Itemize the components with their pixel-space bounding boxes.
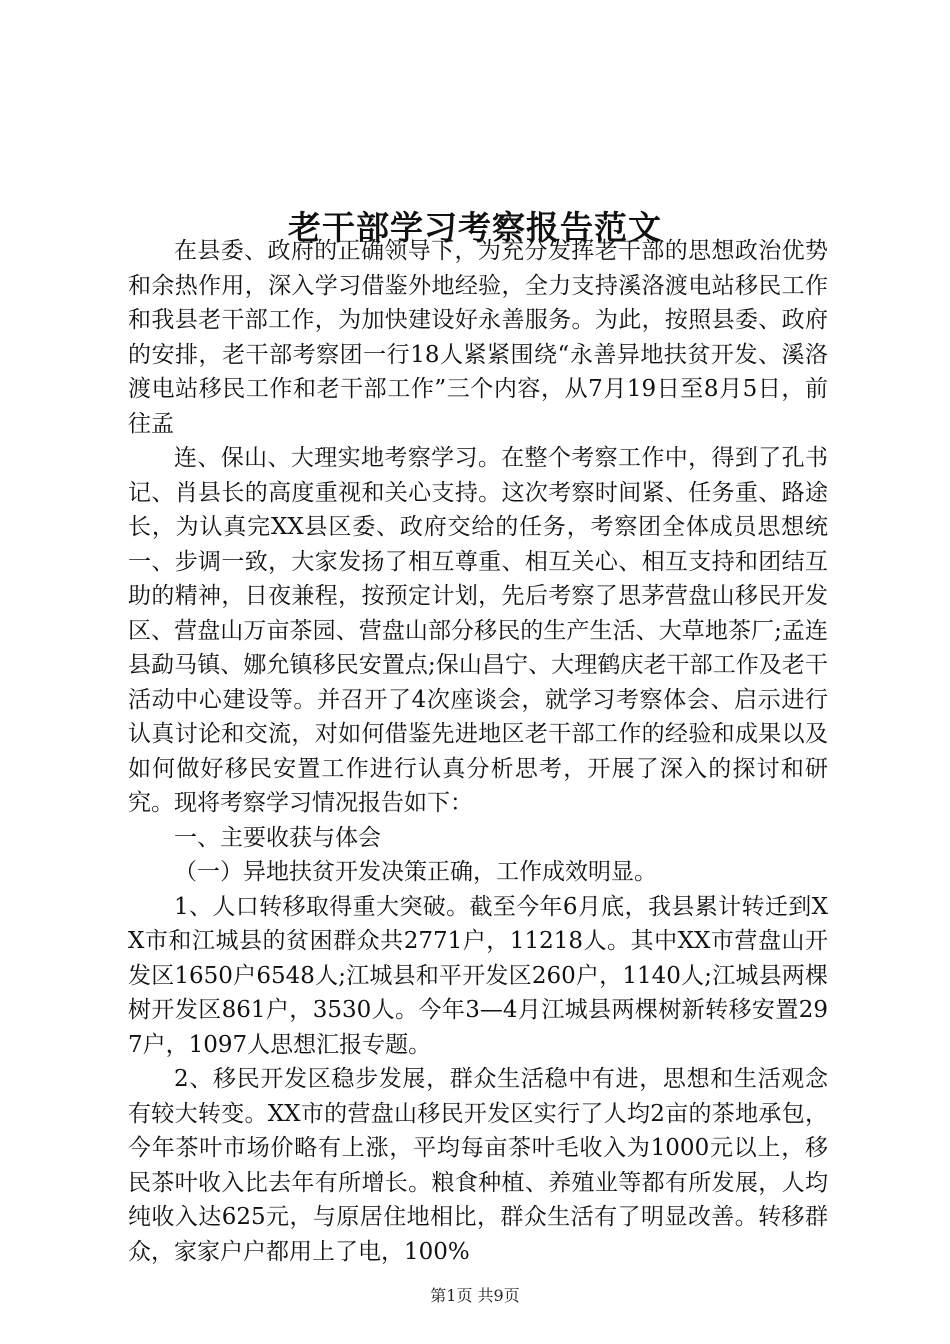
- subsection-heading-poverty-relief: （一）异地扶贫开发决策正确，工作成效明显。: [174, 859, 657, 885]
- paragraph-inspection: 连、保山、大理实地考察学习。在整个考察工作中，得到了孔书记、肖县长的高度重视和关心支持。这次考察时间紧、任务重、路途长，为认真完XX县区委、政府交给的任务，考察团全体成员思想统一、步调一致，大家发扬了相互尊重、相互关心、相互支持和团结互助的精神，日夜兼程，按预定计划，先后考察了思茅营盘山移民开发区、营盘山万亩茶园、营盘山部分移民的生产生活、大草地茶厂;孟连县勐马镇、娜允镇移民安置点;保山昌宁、大理鹤庆老干部工作及老干活动中心建设等。并召开了4次座谈会，就学习考察体会、启示进行认真讨论和交流，对如何借鉴先进地区老干部工作的经验和成果以及如何做好移民安置工作进行认真分析思考，开展了深入的探讨和研究。现将考察学习情况报告如下：: [128, 445, 828, 816]
- paragraph-development-zone: 2、移民开发区稳步发展，群众生活稳中有进，思想和生活观念有较大转变。XX市的营盘山移民开发区实行了人均2亩的茶地承包，今年茶叶市场价略有上涨，平均每亩茶叶毛收入为1000元以上，移民茶叶收入比去年有所增长。粮食种植、养殖业等都有所发展，人均纯收入达625元，与原居住地相比，群众生活有了明显改善。转移群众，家家户户都用上了电，100%: [128, 1066, 828, 1265]
- page-number-footer: 第1页 共9页: [430, 1286, 520, 1305]
- section-heading-main-gains: 一、主要收获与体会: [174, 824, 381, 851]
- document-title: 老干部学习考察报告范文: [288, 208, 662, 248]
- paragraph-population-transfer: 1、人口转移取得重大突破。截至今年6月底，我县累计转迁到XX市和江城县的贫困群众共2771户，11218人。其中XX市营盘山开发区1650户6548人;江城县和平开发区260户，1140人;江城县两棵树开发区861户，3530人。今年3—4月江城县两棵树新转移安置297户，1097人思想汇报专题。: [128, 893, 828, 1058]
- document-body: [128, 234, 828, 1269]
- paragraph-intro: 在县委、政府的正确领导下，为充分发挥老干部的思想政治优势和余热作用，深入学习借鉴外地经验，全力支持溪洛渡电站移民工作和我县老干部工作，为加快建设好永善服务。为此，按照县委、政府的安排，老干部考察团一行18人紧紧围绕“永善异地扶贫开发、溪洛渡电站移民工作和老干部工作”三个内容，从7月19日至8月5日，前往孟: [128, 238, 828, 437]
